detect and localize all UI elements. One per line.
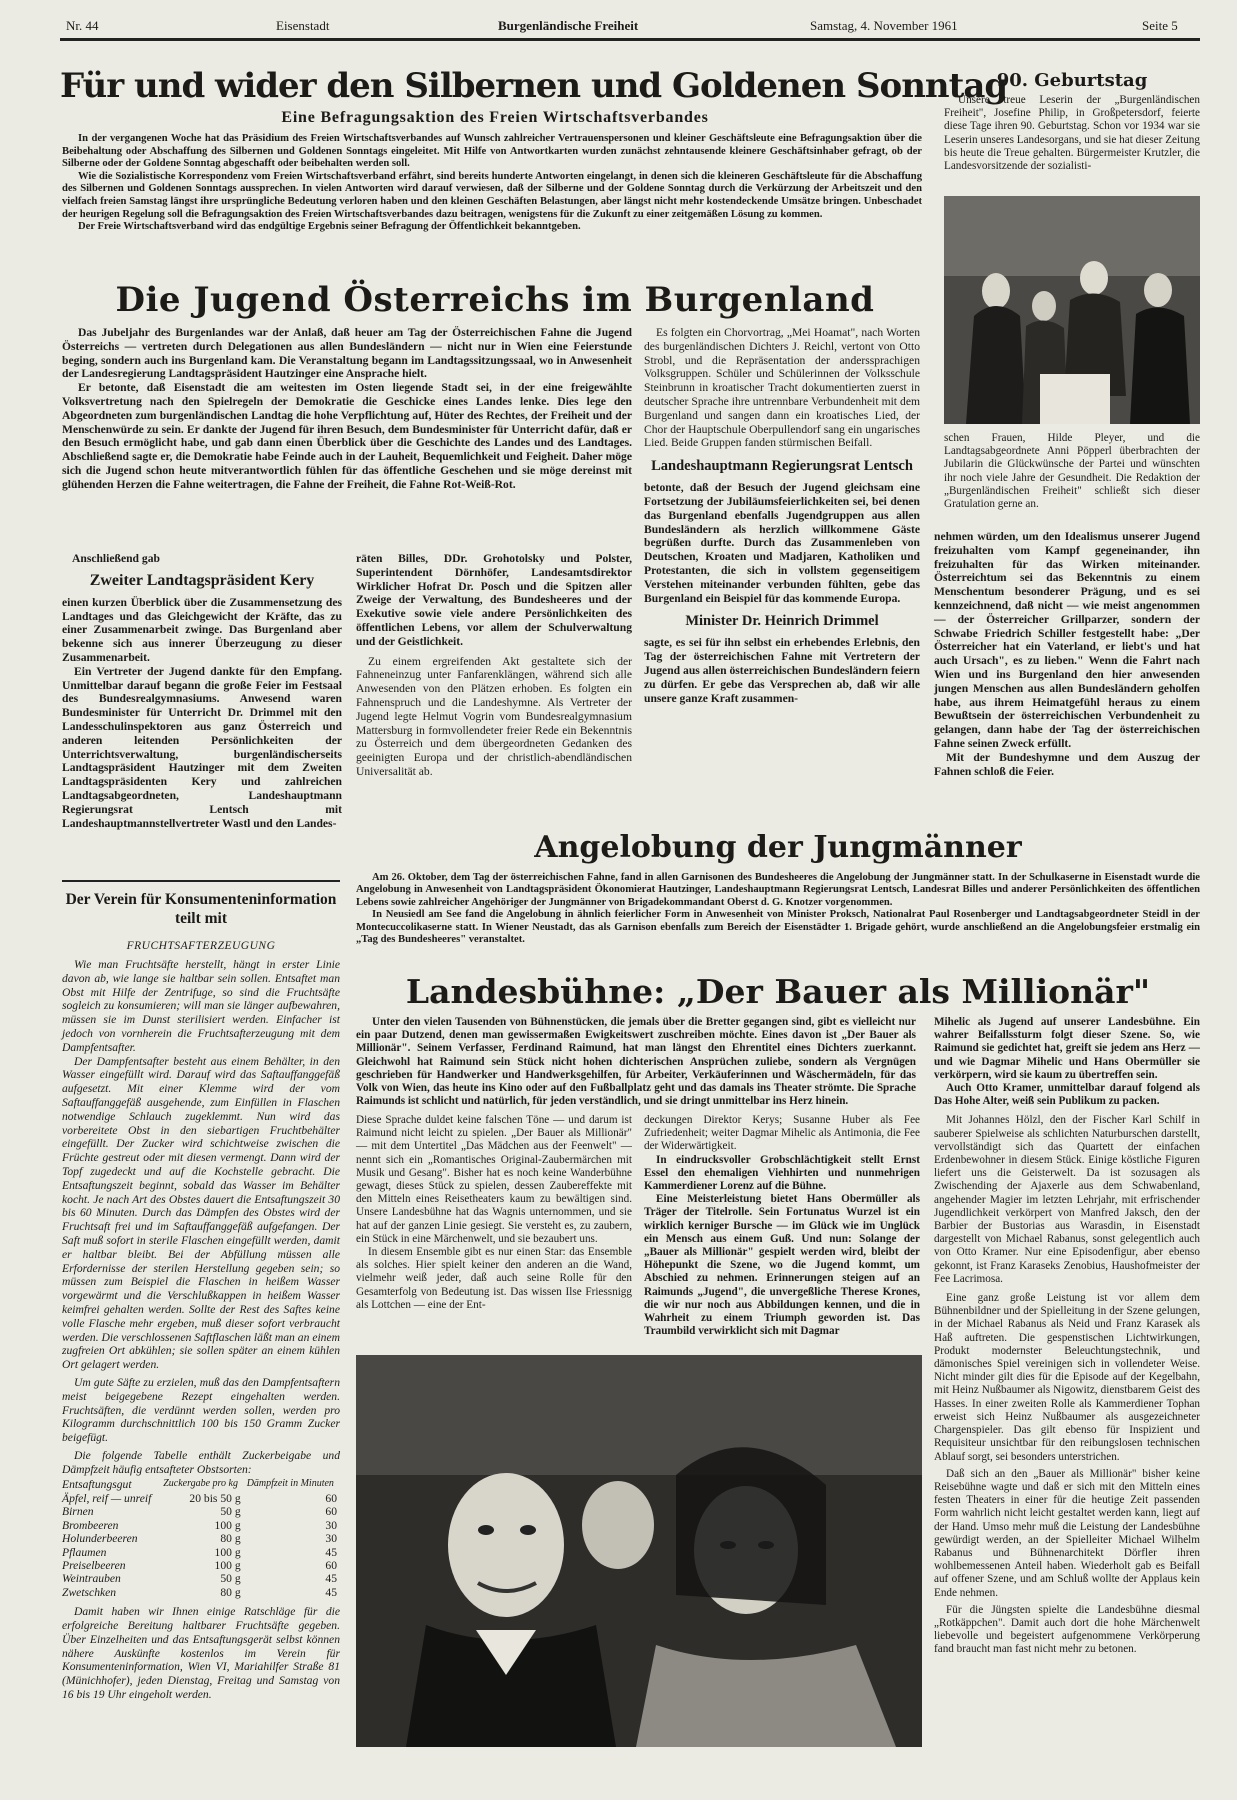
lead-paragraph: Wie die Sozialistische Korrespondenz vom Freien Wirtschaftsverband erfährt, sind bereits hunderte Antworten eingelangt, in denen sich die kleineren Geschäftsleute für die Abschaffung des Silbernen und Goldenen Sonntags aussprechen. In vielen Antworten wird darauf verwiesen, daß der Silberne und der Goldene Sonntag durch die Verkürzung der Arbeitszeit und den vielfach freien Samstag längst ihre ursprüngliche Bedeutung verloren haben und den kleinen Geschäften Belastungen, aber längst nicht mehr kostendeckende Umsätze bringen. Unbeschadet der heurigen Regelung soll die Befragungsaktion des Freien Wirtschaftsverbandes dazu beitragen, wenigstens für die Zukunft zu einer zeitgemäßen Lösung zu kommen. — [62, 170, 922, 220]
youth-paragraph: Es folgten ein Chorvortrag, „Mei Hoamat", nach Worten des burgenländischen Dichters J. Reichl, vertont von Otto Strobl, und die Repräsentation der anderssprachigen Volksgruppen. Schüler und Schülerinnen der Volksschule Steinbrunn in kroatischer Tracht dokumentierten zuerst in deutscher Sprache ihre untrennbare Verbundenheit mit dem Burgenland und sangen dann ein kroatisches Lied, der Chor der Hauptschule Oberpullendorf sang ein ungarisches Lied. Beide Gruppen fanden stürmischen Beifall. — [644, 326, 920, 450]
theatre-intro: Unter den vielen Tausenden von Bühnenstücken, die jemals über die Bretter gegangen sind, gibt es vielleicht nur ein paar Dutzend, denen man gewissermaßen Ewigkeitswert zuschreiben möchte. Eines davon ist „Der Bauer als Millionär". Seinem Verfasser, Ferdinand Raimund, hat man längst den Ehrentitel eines Dichters zuerkannt. Gleichwohl hat Raimund sein Stück nicht hohen dichterischen Ansprüchen zuliebe, sondern als Vergnügen geschrieben für Handwerker und Handwerksgehilfen, für Arbeiter, Verkäuferinnen und Wäschermädeln, für das Volk von Wien, das heute ins Kino oder auf den Fußballplatz geht und das damals ins Theater strömte. Die Sprache Raimunds ist schlicht und natürlich, für jeden verständlich, und sie dringt unmittelbar ins Herz hinein. — [356, 1016, 916, 1108]
theatre-paragraph: Mit Johannes Hölzl, den der Fischer Karl Schilf in sauberer Spielweise als schlichten Naturburschen darstellt, vervollständigt sich das Quartett der einfachen Erdenbewohner in diesem Stück. Einige köstliche Figuren liefert uns die Geisterwelt. Da ist sozusagen als Zwischending der Ajaxerle aus dem Schwabenland, angehender Magier im letzten Lehrjahr, mit erfrischender Jugendlichkeit verkörpert von Manfred Jaksch, den der Barbier der Bustorias aus Warasdin, in Eisenstadt dargestellt von Michael Rabanus, sonst gelegentlich auch von Otto Kramer. Nur eine Episodenfigur, aber ebenso gekonnt, ist Franz Karaseks Zenobius, Haushofmeister der Fee Lacrimosa. — [934, 1114, 1200, 1285]
youth-col-1b — [62, 552, 342, 830]
youth-paragraph: Mit der Bundeshymne und dem Auszug der Fahnen schloß die Feier. — [934, 750, 1200, 778]
theatre-col-a — [356, 1114, 632, 1312]
youth-col-1 — [62, 326, 632, 492]
lead-paragraph: Der Freie Wirtschaftsverband wird das endgültige Ergebnis seiner Befragung der Öffentlichkeit bekanntgeben. — [78, 221, 581, 233]
lead-title: Für und wider den Silbernen und Goldenen Sonntag — [60, 66, 1008, 106]
theatre-paragraph: In eindrucksvoller Grobschlächtigkeit stellt Ernst Essel den ehemaligen Viehhirten und nunmehrigen Kammerdiener Lorenz auf die Bühne. — [644, 1153, 920, 1193]
theatre-photo — [356, 1355, 922, 1747]
youth-col-4 — [934, 530, 1200, 778]
theatre-paragraph: Eine ganz große Leistung ist vor allem dem Bühnenbildner und der Spielleitung in der Szene gelungen, in der Michael Rabanus als Neid und Franz Karasek als Haß auftreten. Die gespenstischen Lichtwirkungen, Produkt modernster Beleuchtungstechnik, und dämonisches Spiel vereinigen sich in vollendeter Weise. Nicht minder gilt dies für die Episode auf der Kegelbahn, mit Heinz Nußbaumer als Nigowitz, dienstbarem Geist des Hasses. In einer zweiten Rolle als Kammerdiener Tophan erweist sich Heinz Nußbaumer als ausgezeichneter Chargenspieler. Das gilt ebenso für Inspizient und Requisiteur unsichtbar für den reibungslosen technischen Ablauf sorgt, sei besonders unterstrichen. — [934, 1292, 1200, 1463]
youth-paragraph: betonte, daß der Besuch der Jugend gleichsam eine Fortsetzung der Jubiläumsfeierlichkeiten sei, bei denen das Burgenland ebenfalls Jugendgruppen aus allen Bundesländern als herzlich willkommene Gäste begrüßen durfte. Durch das Zusammenleben von Deutschen, Kroaten und Madjaren, Katholiken und Protestanten, die sich in vollstem gegenseitigem Verstehen miteinander verbunden fühlten, gebe das Burgenland ein Beispiel für das kommende Europa. — [644, 481, 920, 605]
juice-body — [62, 958, 340, 1702]
youth-paragraph: räten Billes, DDr. Grohotolsky und Polster, Superintendent Dörnhöfer, Landesamtsdirektor Wirklicher Hofrat Dr. Posch und die Spitzen aller Zweige der Verwaltung, des Bundesheeres und der Exekutive sowie viele andere Persönlichkeiten des öffentlichen Lebens, vor allem der Schulverwaltung und der Geistlichkeit. — [356, 552, 632, 648]
table-header: Entsaftungsgut — [62, 1478, 132, 1492]
table-row: Birnen 50 g 60 — [62, 1505, 337, 1519]
lead-paragraph: In der vergangenen Woche hat das Präsidium des Freien Wirtschaftsverbandes auf Wunsch zahlreicher Vertrauenspersonen und kleiner Geschäftsleute eine Befragungsaktion über die Beibehaltung oder Abschaffung des Silbernen und Goldenen Sonntags eingeleitet. Mit Hilfe von Antwortkarten wurden zunächst zehntausende kleinere Geschäftsinhaber gefragt, ob der Silberne oder der Goldene Sonntag abgeschafft oder beibehalten werden soll. — [62, 133, 922, 170]
theatre-col-right — [934, 1016, 1200, 1657]
table-row: Weintrauben 50 g 45 — [62, 1572, 337, 1586]
youth-col-2 — [356, 552, 632, 779]
youth-title: Die Jugend Österreichs im Burgenland — [115, 280, 875, 320]
page-number: Seite 5 — [1142, 18, 1178, 33]
juice-paragraph: Damit haben wir Ihnen einige Ratschläge für die erfolgreiche Bereitung haltbarer Fruchtsäfte gegeben. Über Einzelheiten und das Entsaftungsgerät selbst können nähere Auskünfte kostenlos im Verein für Konsumenteninformation, Wien VI, Mariahilfer Straße 81 (Münichhofer), jeden Dienstag, Freitag und Samstag von 16 bis 19 Uhr eingeholt werden. — [62, 1605, 340, 1701]
youth-paragraph: Zu einem ergreifenden Akt gestaltete sich der Fahneneinzug unter Fanfarenklängen, während sich alle Anwesenden von den Plätzen erhoben. Es folgten ein Fahnenspruch und die Landeshymne. Als Vertreter der Jugend legte Helmut Vogrin vom Bundesrealgymnasium Mattersburg in formvollendeter freier Rede ein Bekenntnis zu Österreich und dem übergeordneten Gedanken des geeinigten Europa und der christlich-abendländischen Universalität ab. — [356, 654, 632, 778]
table-row: Brombeeren 100 g 30 — [62, 1518, 337, 1532]
table-row: Pflaumen 100 g 45 — [62, 1545, 337, 1559]
juice-paragraph: Die folgende Tabelle enthält Zuckerbeigabe und Dämpfzeit häufig entsafteter Obstsorten: — [62, 1448, 340, 1476]
theatre-paragraph: Eine Meisterleistung bietet Hans Obermüller als Träger der Titelrolle. Sein Fortunatus Wurzel ist ein wirklich kerniger Bursche — im Glück wie im Unglück ein Mensch aus einem Guß. Und nun: Solange der „Bauer als Millionär" gespielt werden wird, bleibt der Höhepunkt die Szene, wo die Jugend kommt, um Abschied zu nehmen. Erinnerungen steigen auf an Raimunds „Jugend", die unvergeßliche Therese Krones, die wir nur noch aus Abbildungen kennen, und die in Wahrheit zu einem Triumph geworden ist. Das Traumbild verwirklicht sich mit Dagmar — [644, 1193, 920, 1338]
theatre-title: Landesbühne: „Der Bauer als Millionär" — [405, 972, 1151, 1011]
theatre-paragraph: deckungen Direktor Kerys; Susanne Huber als Fee Zufriedenheit; weiter Dagmar Mihelic als Antimonia, die Fee der Widerwärtigkeit. — [644, 1114, 920, 1153]
issue-date: Samstag, 4. November 1961 — [810, 18, 958, 33]
juice-rule — [62, 880, 340, 882]
juice-title: Der Verein für Konsumenteninformation teilt mit — [65, 891, 337, 927]
juice-kicker: FRUCHTSAFTERZEUGUNG — [126, 940, 276, 952]
paper-name: Burgenländische Freiheit — [498, 18, 639, 33]
youth-paragraph: Ein Vertreter der Jugend dankte für den Empfang. Unmittelbar darauf begann die große Feier im Festsaal des Bundesrealgymnasiums. Anwesend waren Bundesminister für Unterricht Dr. Drimmel mit den Landesschulinspektoren aus ganz Österreich und anderen leitenden Persönlichkeiten der Unterrichtsverwaltung, burgenländischerseits Landtagspräsident Hautzinger mit dem Zweiten Landtagspräsidenten Kery und zahlreichen Landtagsabgeordneten, Landeshauptmann Regierungsrat Lentsch mit Landeshauptmannstellvertreter Wastl und den Landes- — [62, 664, 342, 830]
youth-paragraph: Das Jubeljahr des Burgenlandes war der Anlaß, daß heuer am Tag der Österreichischen Fahne die Jugend Österreichs — vertreten durch Delegationen aus allen Bundesländern — nicht nur in Wien eine Feierstunde beging, sondern auch ins Burgenland kam. Die Veranstaltung begann im Landtagssitzungssaal, wo in Anwesenheit der Landesregierung Landtagspräsident Hautzinger eine Ansprache hielt. — [62, 326, 632, 381]
masthead — [58, 14, 1198, 40]
youth-paragraph: einen kurzen Überblick über die Zusammensetzung des Landtages und das Gleichgewicht der Kräfte, das zu einer Zusammenarbeit zwinge. Das Burgenland aber bekenne sich aus innerer Überzeugung zu dieser Zusammenarbeit. — [62, 595, 342, 664]
juice-table — [62, 1478, 340, 1599]
juice-paragraph: Um gute Säfte zu erzielen, muß das den Dampfentsaftern meist beigegebene Rezept eingehalten werden. Fruchtsäften, die verdünnt werden sollen, werden pro Kilogramm durchschnittlich 100 bis 150 Gramm Zucker beigefügt. — [62, 1375, 340, 1445]
youth-paragraph: Anschließend gab — [72, 552, 160, 565]
lead-subtitle: Eine Befragungsaktion des Freien Wirtschaftsverbandes — [281, 109, 709, 126]
oath-paragraph: Am 26. Oktober, dem Tag der österreichischen Fahne, fand in allen Garnisonen des Bundesheeres die Angelobung der Jungmänner statt. In der Schulkaserne in Eisenstadt wurde die Angelobung in Anwesenheit von Landtagspräsident Ökonomierat Hautzinger, Landeshauptmann Regierungsrat Lentsch, Landesrat Billes und anderer Persönlichkeiten des öffentlichen Lebens sowie zahlreicher Angehöriger der Jungmänner von Brigadekommandant Oberst d. G. Knotzer vorgenommen. — [356, 872, 1200, 908]
table-row: Holunderbeeren 80 g 30 — [62, 1532, 337, 1546]
oath-title: Angelobung der Jungmänner — [534, 830, 1022, 865]
city: Eisenstadt — [276, 18, 330, 33]
table-header: Zuckergabe pro kg — [163, 1478, 238, 1490]
juice-paragraph: Der Dampfentsafter besteht aus einem Behälter, in den Wasser eingefüllt wird. Darauf wird das Saftauffanggefäß aufgesetzt. Mit einer Klemme wird der vom Saftauffanggefäß ausgehende, zum Einfüllen in Flaschen notwendige Schlauch zugeklemmt. Nun wird das vorbereitete Obst in den siebartigen Fruchtbehälter eingefüllt. Der Zucker wird schichtweise zwischen die Früchte gestreut oder mit diesen vermengt. Dann wird der Topf zugedeckt und auf die Kochstelle gebracht. Die Entsaftungszeit beginnt, sobald das Wasser im Behälter kocht. Je nach Art des Obstes dauert die Entsaftungszeit 30 bis 60 Minuten. Durch das Dämpfen des Obstes wird der Fruchtsaft frei und im Saftauffanggefäß aufgefangen. Der Saft muß sofort in sterile Flaschen eingefüllt werden, damit er haltbar bleibt. Bei der Abfüllung müssen alle Erfordernisse der sterilen Herstellung gegeben sein; so müssen zum Beispiel die Flaschen in heißem Wasser vorgewärmt und die Verschlußkappen in heißem Wasser keimfrei gehalten werden. Sollte der Rest des Saftes keine volle Flasche mehr ergeben, muß dieser sofort verbraucht werden. Die verschlossenen Saftflaschen läßt man an einem zugfreien Ort abkühlen; sie sollen später an einem kühlen Ort gelagert werden. — [62, 1054, 340, 1372]
birthday-title: 90. Geburtstag — [996, 70, 1148, 91]
birthday-text-bottom: schen Frauen, Hilde Pleyer, und die Landtagsabgeordnete Anni Pöpperl überbrachten der Jubilarin die Glückwünsche der Partei und wünschten ihr noch viele Jahre der Gesundheit. Die Redaktion der „Burgenländischen Freiheit" schließt sich dieser Gratulation gerne an. — [944, 432, 1200, 511]
table-row: Äpfel, reif — unreif 20 bis 50 g 60 — [62, 1491, 337, 1505]
theatre-paragraph: In diesem Ensemble gibt es nur einen Star: das Ensemble als solches. Hier spielt keiner den anderen an die Wand, vielmehr weiß jeder, daß auch seine Rolle für den Gesamterfolg von Bedeutung ist. Das wissen Ilse Friessnigg als Lottchen — eine der Ent- — [356, 1246, 632, 1311]
lead-body — [62, 133, 922, 234]
birthday-text-top: Unsere treue Leserin der „Burgenländischen Freiheit", Josefine Philip, in Großpetersdorf, feierte diese Tage ihren 90. Geburtstag. Schon vor 1934 war sie Leserin unseres Landesorgans, und sie hat dieser Zeitung bis heute die Treue gehalten. Bürgermeister Krutzler, die Landesvorsitzende der sozialisti- — [944, 94, 1200, 173]
youth-paragraph: sagte, es sei für ihn selbst ein erhebendes Erlebnis, den Tag der österreichischen Fahne mit Vertretern der Jugend aus allen österreichischen Bundesländern feiern zu dürfen. Er gebe das Versprechen ab, daß wir alle unsere ganze Kraft zusammen- — [644, 636, 920, 705]
theatre-paragraph: Diese Sprache duldet keine falschen Töne — und darum ist Raimund nicht leicht zu spielen. „Der Bauer als Millionär" — mit dem Untertitel „Das Mädchen aus der Feenwelt" — nennt sich ein „Romantisches Original-Zaubermärchen mit Musik und Gesang". Bisher hat es noch keine Wanderbühne gewagt, dieses Stück zu spielen, dessen Zaubereffekte mit den Mitteln eines Reisetheaters kaum zu bewältigen sind. Unsere Landesbühne hat das Wagnis unternommen, und sie hat auf der ganzen Linie gesiegt. Sie versteht es, zu zaubern, ein Stück in eine Märchenwelt, und sie bezaubert uns. — [356, 1114, 632, 1245]
drimmel-heading: Minister Dr. Heinrich Drimmel — [685, 613, 879, 630]
table-row: Preiselbeeren 100 g 60 — [62, 1558, 337, 1572]
theatre-paragraph: Für die Jüngsten spielte die Landesbühne diesmal „Rotkäppchen". Damit auch dort die hohe Märchenwelt liebevolle und begeistert aufgenommene Verkörperung fand braucht man fast nicht mehr zu betonen. — [934, 1603, 1200, 1656]
youth-paragraph: nehmen würden, um den Idealismus unserer Jugend freizuhalten vom Kampf gegeneinander, ihn freizuhalten für das Wirken miteinander. Österreichtum sei das Bekenntnis zu einem Menschentum besonderer Prägung, und es sei kennzeichnend, daß nicht — wie meist angenommen — der Österreicher Grillparzer, sondern der Schwabe Friedrich Schiller festgestellt habe: „Der Österreicher hat ein Vaterland, er liebt's und hat auch Ursach", es zu lieben." Wenn die Fahrt nach Wien und ins Burgenland den hier anwesenden jungen Menschen aus allen Bundesländern geholfen habe, aus ihrem Heimatgefühl heraus zu einem Bewußtsein der österreichischen Verbundenheit zu gelangen, dann habe der Tag der österreichischen Fahne seinen Zweck erfüllt. — [934, 530, 1200, 750]
issue-number: Nr. 44 — [66, 18, 99, 33]
youth-col-3 — [644, 326, 920, 705]
kery-heading: Zweiter Landtagspräsident Kery — [89, 571, 315, 589]
lentsch-heading: Landeshauptmann Regierungsrat Lentsch — [651, 458, 913, 475]
theatre-paragraph: Daß sich an den „Bauer als Millionär" bisher keine Reisebühne wagte und daß er sich mit den Mitteln eines festen Theaters in einer für die heutige Zeit passenden Form wahrlich nicht leicht gestaltet werden kann, liegt auf der Hand. Umso mehr muß die Leistung der Landesbühne gewürdigt werden, an der Spielleiter Michael Wilhelm Rabanus und Bühnenarchitekt Dörfler ihren wohlbemessenen Anteil haben. Wiederholt gab es Beifall auf offener Szene, und am Schluß wollte der Applaus kein Ende nehmen. — [934, 1467, 1200, 1599]
theatre-paragraph: Auch Otto Kramer, unmittelbar darauf folgend als Das Hohe Alter, weiß sein Publikum zu packen. — [934, 1082, 1200, 1108]
youth-paragraph: Er betonte, daß Eisenstadt die am weitesten im Osten liegende Stadt sei, in der eine freigewählte Volksvertretung nach den Spielregeln der Demokratie die Geschicke eines Landes lenke. Dies lege den Abgeordneten zum burgenländischen Landtag die hohe Verpflichtung auf, Hüter des Rechtes, der Freiheit und der Menschenwürde zu sein. Er dankte der Jugend für ihren Besuch, dem Bundesminister für Unterricht dafür, daß er den Besuch ermöglicht habe, und gab dann einen Überblick über die Geschichte des Landes und des Landtages. Abschließend sagte er, die Demokratie habe Feinde auch in der Lauheit, Bequemlichkeit und Feigheit. Daher möge sich die Jugend schon heute mitverantwortlich fühlen für das öffentliche Geschehen und sie möge dereinst mit glühenden Herzen die Fahne weitertragen, die Fahne der Freiheit, die Fahne Rot-Weiß-Rot. — [62, 381, 632, 491]
masthead-rule — [60, 38, 1200, 41]
table-header: Dämpfzeit in Minuten — [246, 1478, 334, 1490]
oath-body — [356, 872, 1200, 946]
theatre-col-b — [644, 1114, 920, 1338]
juice-paragraph: Wie man Fruchtsäfte herstellt, hängt in erster Linie davon ab, wie lange sie haltbar sein sollen. Entsaftet man Obst mit Hilfe der Zentrifuge, so sind die Fruchtsäfte sogleich zu konsumieren; will man sie länger aufbewahren, müssen sie im Dunst sterilisiert werden. Einfacher ist jedoch von vornherein die Fruchtsafterzeugung mit dem Dampfentsafter. — [62, 958, 340, 1054]
theatre-paragraph: Mihelic als Jugend auf unserer Landesbühne. Ein wahrer Beifallssturm folgt dieser Szene. So, wie Raimund sie gedichtet hat, greift sie jedem ans Herz — und wie Dagmar Mihelic und Hans Obermüller sie verkörpern, wird sie kaum zu übertreffen sein. — [934, 1016, 1200, 1081]
oath-paragraph: In Neusiedl am See fand die Angelobung in ähnlich feierlicher Form in Anwesenheit von Minister Proksch, Nationalrat Paul Rosenberger und Landtagsabgeordneter Steidl in der Montecuccolikaserne statt. In Wiener Neustadt, das als Garnison ebenfalls zum Bereich der Eisenstädter 1. Brigade gehört, wurde anschließend an die Angelobungsfeier erstmalig ein „Tag des Bundesheeres" veranstaltet. — [356, 909, 1200, 946]
birthday-photo — [944, 196, 1200, 424]
table-row: Zwetschken 80 g 45 — [62, 1585, 337, 1599]
